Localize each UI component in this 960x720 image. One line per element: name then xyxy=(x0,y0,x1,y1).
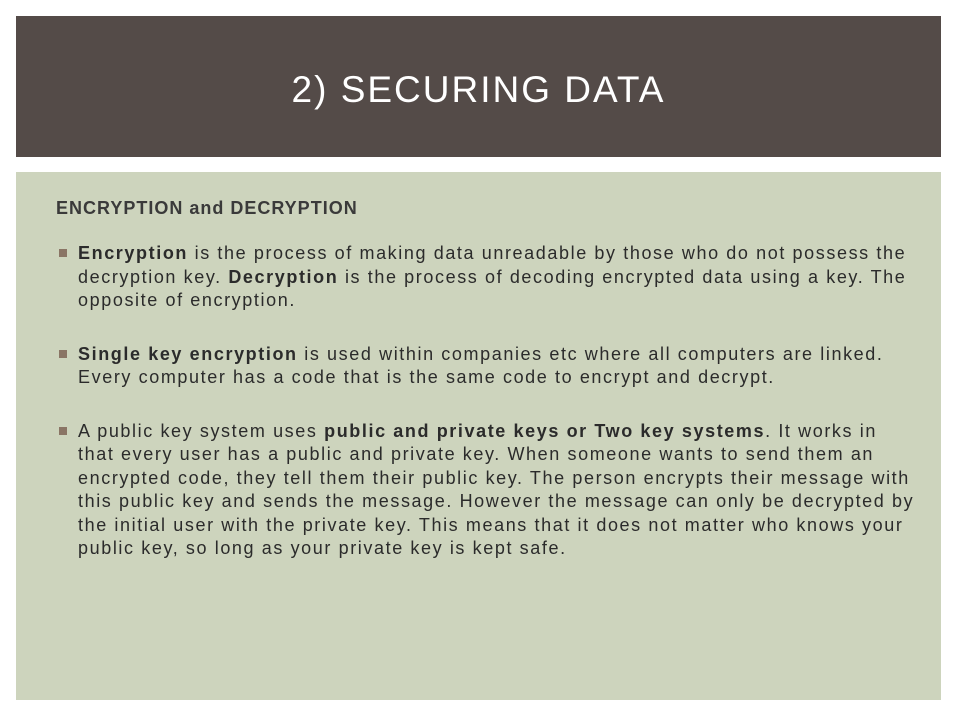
text: . It works in that every user has a public and private key. When someone wants to send them an encrypted code, they tell them their public key. The person encrypts their message with this public key and sends the message. However the message can only be decrypted by the initial user with the private key. This means that it does not matter who knows your public key, so long as your private key is kept safe. xyxy=(78,420,915,558)
slide-title: 2) SECURING DATA xyxy=(291,68,666,110)
term-public-private: public and private keys or Two key systems xyxy=(324,420,766,441)
square-bullet-icon xyxy=(59,350,67,358)
text: is the process of decoding encrypted data using a key. The opposite of encryption. xyxy=(78,266,907,310)
text: A public key system uses xyxy=(78,420,325,441)
bullet-public-key xyxy=(56,420,916,561)
term-decryption: Decryption xyxy=(228,266,339,287)
text: is the process of making data unreadable by those who do not possess the decryption key. xyxy=(78,243,907,287)
term-encryption: Encryption xyxy=(78,243,189,263)
bullet-list xyxy=(56,242,916,591)
content-panel xyxy=(16,172,941,700)
term-single-key: Single key encryption xyxy=(78,343,298,364)
square-bullet-icon xyxy=(59,249,67,257)
bullet-single-key xyxy=(56,343,916,390)
bullet-encryption xyxy=(56,242,916,313)
square-bullet-icon xyxy=(59,427,67,435)
section-heading: ENCRYPTION and DECRYPTION xyxy=(56,198,358,218)
title-bar xyxy=(16,16,941,157)
text: is used within companies etc where all computers are linked. Every computer has a code that is the same code to encrypt and decrypt. xyxy=(78,343,884,387)
